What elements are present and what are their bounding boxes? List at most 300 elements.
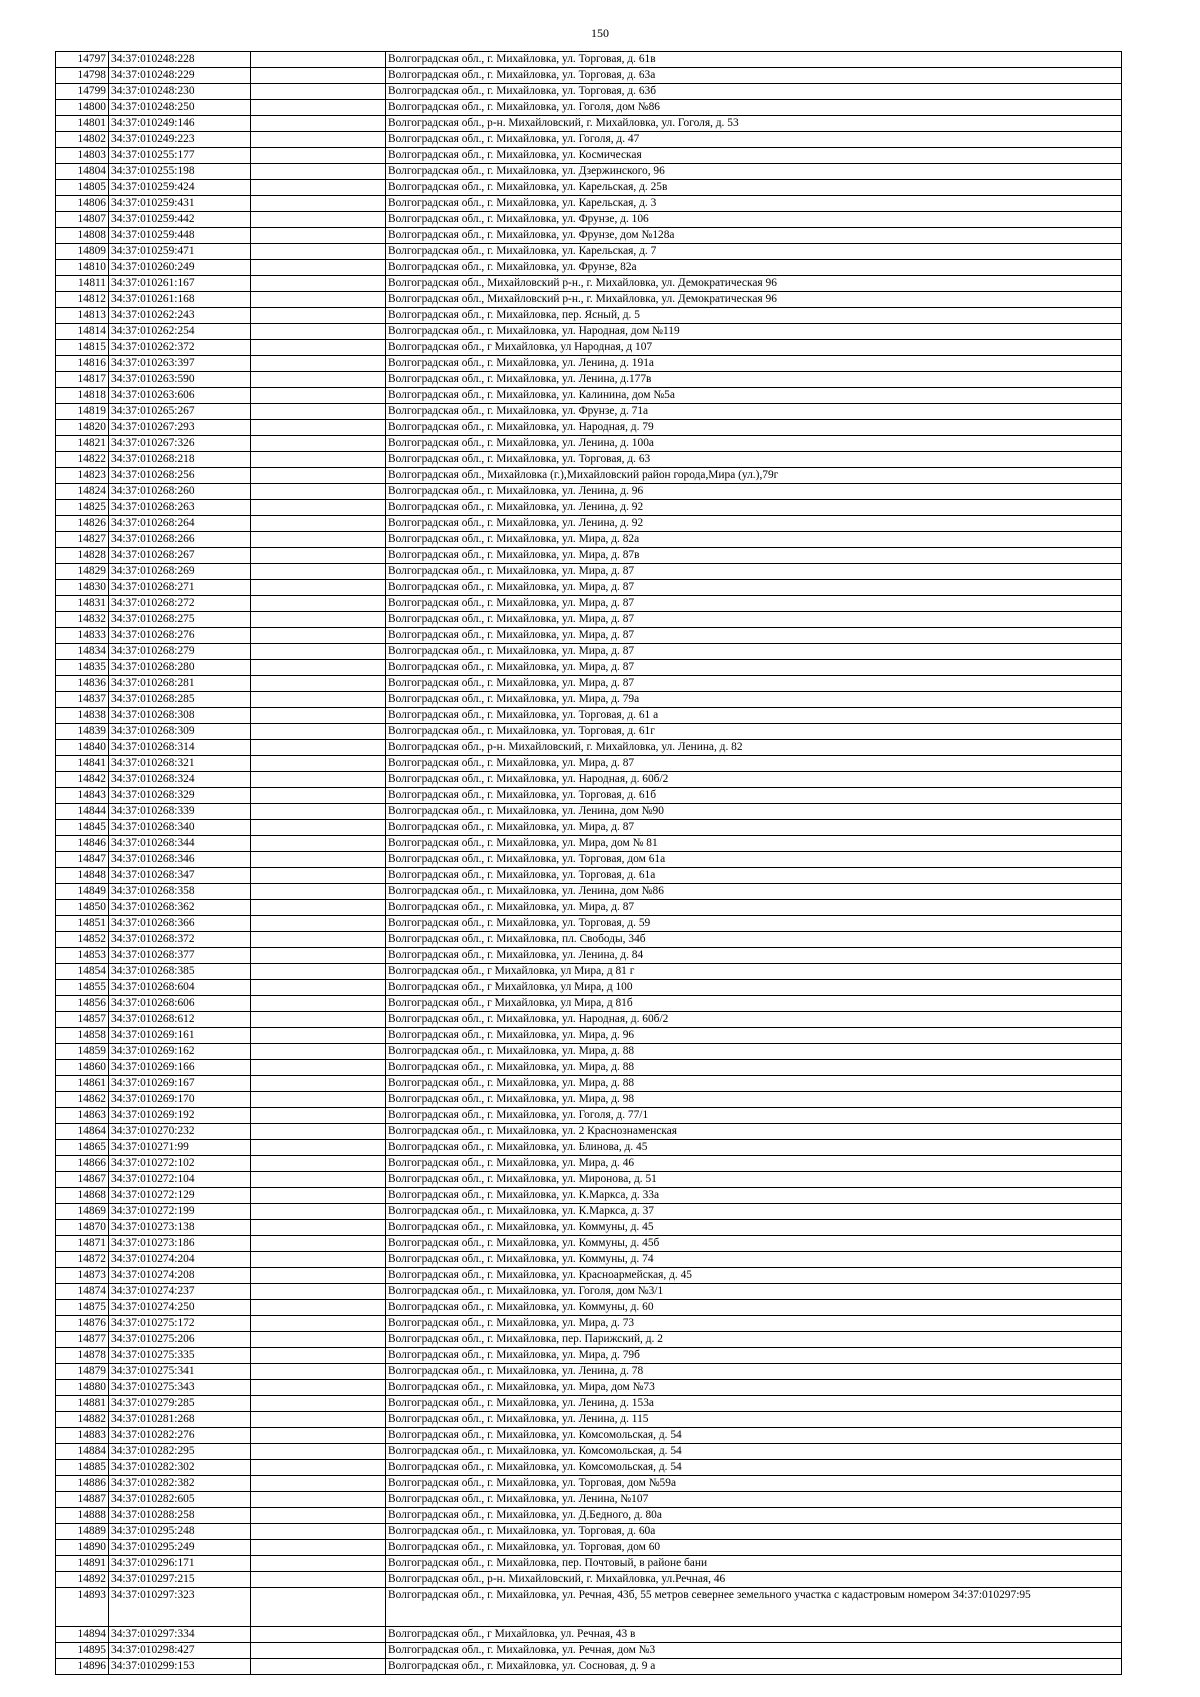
cadastral-number: 34:37:010262:254 — [109, 324, 251, 340]
cadastral-number: 34:37:010268:269 — [109, 564, 251, 580]
row-number: 14889 — [56, 1524, 109, 1540]
empty-cell — [251, 708, 386, 724]
address: Волгоградская обл., г. Михайловка, ул. Фрунзе, 82а — [386, 260, 1122, 276]
cadastral-number: 34:37:010268:604 — [109, 980, 251, 996]
address: Волгоградская обл., г. Михайловка, ул. Дзержинского, 96 — [386, 164, 1122, 180]
row-number: 14798 — [56, 68, 109, 84]
row-number: 14845 — [56, 820, 109, 836]
row-number: 14833 — [56, 628, 109, 644]
table-row — [56, 964, 1122, 980]
address: Волгоградская обл., г. Михайловка, ул. Мира, д. 87в — [386, 548, 1122, 564]
table-row — [56, 1588, 1122, 1627]
row-number: 14827 — [56, 532, 109, 548]
cadastral-number: 34:37:010297:334 — [109, 1627, 251, 1643]
row-number: 14862 — [56, 1092, 109, 1108]
empty-cell — [251, 1172, 386, 1188]
row-number: 14858 — [56, 1028, 109, 1044]
table-row — [56, 948, 1122, 964]
cadastral-number: 34:37:010268:324 — [109, 772, 251, 788]
table-row — [56, 1156, 1122, 1172]
table-row — [56, 292, 1122, 308]
row-number: 14842 — [56, 772, 109, 788]
address: Волгоградская обл., г. Михайловка, ул. Мира, д. 87 — [386, 660, 1122, 676]
table-row — [56, 884, 1122, 900]
table-row — [56, 228, 1122, 244]
table-row — [56, 100, 1122, 116]
empty-cell — [251, 1284, 386, 1300]
row-number: 14819 — [56, 404, 109, 420]
row-number: 14894 — [56, 1627, 109, 1643]
row-number: 14797 — [56, 52, 109, 68]
row-number: 14880 — [56, 1380, 109, 1396]
cadastral-number: 34:37:010248:230 — [109, 84, 251, 100]
table-row — [56, 260, 1122, 276]
empty-cell — [251, 324, 386, 340]
empty-cell — [251, 1572, 386, 1588]
address: Волгоградская обл., г. Михайловка, ул. Торговая, дом 60 — [386, 1540, 1122, 1556]
empty-cell — [251, 452, 386, 468]
address: Волгоградская обл., г. Михайловка, ул. Карельская, д. 25в — [386, 180, 1122, 196]
cadastral-number: 34:37:010268:263 — [109, 500, 251, 516]
empty-cell — [251, 100, 386, 116]
cadastral-number: 34:37:010281:268 — [109, 1412, 251, 1428]
cadastral-number: 34:37:010297:323 — [109, 1588, 251, 1627]
row-number: 14838 — [56, 708, 109, 724]
address: Волгоградская обл., г. Михайловка, ул. Карельская, д. 3 — [386, 196, 1122, 212]
address: Волгоградская обл., г. Михайловка, ул. Мира, д. 82а — [386, 532, 1122, 548]
cadastral-number: 34:37:010271:99 — [109, 1140, 251, 1156]
empty-cell — [251, 1108, 386, 1124]
cadastral-number: 34:37:010267:326 — [109, 436, 251, 452]
address: Волгоградская обл., г. Михайловка, ул. Ленина, д. 92 — [386, 516, 1122, 532]
row-number: 14852 — [56, 932, 109, 948]
address: Волгоградская обл., г. Михайловка, ул. Торговая, д. 60а — [386, 1524, 1122, 1540]
cadastral-number: 34:37:010248:250 — [109, 100, 251, 116]
table-row — [56, 836, 1122, 852]
table-row — [56, 468, 1122, 484]
empty-cell — [251, 1156, 386, 1172]
empty-cell — [251, 372, 386, 388]
cadastral-number: 34:37:010263:590 — [109, 372, 251, 388]
empty-cell — [251, 980, 386, 996]
table-row — [56, 1316, 1122, 1332]
row-number: 14807 — [56, 212, 109, 228]
cadastral-number: 34:37:010268:346 — [109, 852, 251, 868]
address: Волгоградская обл., Михайловский р-н., г. Михайловка, ул. Демократическая 96 — [386, 292, 1122, 308]
cadastral-number: 34:37:010249:223 — [109, 132, 251, 148]
table-row — [56, 52, 1122, 68]
row-number: 14857 — [56, 1012, 109, 1028]
address: Волгоградская обл., р-н. Михайловский, г. Михайловка, ул. Гоголя, д. 53 — [386, 116, 1122, 132]
address: Волгоградская обл., г. Михайловка, ул. Торговая, д. 63а — [386, 68, 1122, 84]
row-number: 14875 — [56, 1300, 109, 1316]
address: Волгоградская обл., г. Михайловка, ул. Мира, дом № 81 — [386, 836, 1122, 852]
empty-cell — [251, 116, 386, 132]
cadastral-number: 34:37:010259:471 — [109, 244, 251, 260]
table-row — [56, 212, 1122, 228]
address: Волгоградская обл., г. Михайловка, ул. К.Маркса, д. 37 — [386, 1204, 1122, 1220]
table-row — [56, 1444, 1122, 1460]
address: Волгоградская обл., г. Михайловка, ул. Мира, д. 88 — [386, 1044, 1122, 1060]
cadastral-number: 34:37:010268:271 — [109, 580, 251, 596]
row-number: 14849 — [56, 884, 109, 900]
empty-cell — [251, 388, 386, 404]
address: Волгоградская обл., г. Михайловка, ул. Торговая, д. 61г — [386, 724, 1122, 740]
row-number: 14895 — [56, 1643, 109, 1659]
empty-cell — [251, 340, 386, 356]
empty-cell — [251, 852, 386, 868]
cadastral-number: 34:37:010268:372 — [109, 932, 251, 948]
table-row — [56, 692, 1122, 708]
table-row — [56, 1140, 1122, 1156]
empty-cell — [251, 1508, 386, 1524]
empty-cell — [251, 164, 386, 180]
row-number: 14832 — [56, 612, 109, 628]
row-number: 14884 — [56, 1444, 109, 1460]
table-row — [56, 404, 1122, 420]
table-row — [56, 596, 1122, 612]
cadastral-number: 34:37:010268:281 — [109, 676, 251, 692]
table-row — [56, 932, 1122, 948]
row-number: 14837 — [56, 692, 109, 708]
cadastral-number: 34:37:010269:166 — [109, 1060, 251, 1076]
address: Волгоградская обл., г. Михайловка, ул. Мира, д. 87 — [386, 900, 1122, 916]
row-number: 14801 — [56, 116, 109, 132]
cadastral-number: 34:37:010268:362 — [109, 900, 251, 916]
address: Волгоградская обл., р-н. Михайловский, г. Михайловка, ул.Речная, 46 — [386, 1572, 1122, 1588]
empty-cell — [251, 1524, 386, 1540]
empty-cell — [251, 932, 386, 948]
table-row — [56, 388, 1122, 404]
table-row — [56, 1476, 1122, 1492]
cadastral-number: 34:37:010249:146 — [109, 116, 251, 132]
address: Волгоградская обл., г. Михайловка, ул. Ленина, д. 84 — [386, 948, 1122, 964]
address: Волгоградская обл., г. Михайловка, ул. Мира, д. 87 — [386, 612, 1122, 628]
address: Волгоградская обл., г. Михайловка, ул. Коммуны, д. 74 — [386, 1252, 1122, 1268]
cadastral-number: 34:37:010268:385 — [109, 964, 251, 980]
table-row — [56, 324, 1122, 340]
empty-cell — [251, 1444, 386, 1460]
row-number: 14886 — [56, 1476, 109, 1492]
address: Волгоградская обл., г. Михайловка, ул. Ленина, д. 115 — [386, 1412, 1122, 1428]
row-number: 14821 — [56, 436, 109, 452]
address: Волгоградская обл., г. Михайловка, ул. Мира, д. 46 — [386, 1156, 1122, 1172]
cadastral-number: 34:37:010260:249 — [109, 260, 251, 276]
cadastral-number: 34:37:010274:237 — [109, 1284, 251, 1300]
row-number: 14829 — [56, 564, 109, 580]
empty-cell — [251, 1204, 386, 1220]
address: Волгоградская обл., г Михайловка, ул. Речная, 43 в — [386, 1627, 1122, 1643]
cadastral-number: 34:37:010295:249 — [109, 1540, 251, 1556]
table-row — [56, 1364, 1122, 1380]
table-row — [56, 1428, 1122, 1444]
row-number: 14888 — [56, 1508, 109, 1524]
row-number: 14853 — [56, 948, 109, 964]
table-row — [56, 724, 1122, 740]
empty-cell — [251, 660, 386, 676]
address: Волгоградская обл., г. Михайловка, ул. Гоголя, дом №3/1 — [386, 1284, 1122, 1300]
cadastral-number: 34:37:010268:285 — [109, 692, 251, 708]
row-number: 14883 — [56, 1428, 109, 1444]
empty-cell — [251, 1396, 386, 1412]
empty-cell — [251, 1556, 386, 1572]
table-row — [56, 164, 1122, 180]
row-number: 14891 — [56, 1556, 109, 1572]
empty-cell — [251, 1044, 386, 1060]
table-row — [56, 1508, 1122, 1524]
table-row — [56, 116, 1122, 132]
cadastral-number: 34:37:010268:358 — [109, 884, 251, 900]
table-row — [56, 356, 1122, 372]
empty-cell — [251, 1380, 386, 1396]
row-number: 14828 — [56, 548, 109, 564]
cadastral-number: 34:37:010259:424 — [109, 180, 251, 196]
table-row — [56, 980, 1122, 996]
table-row — [56, 180, 1122, 196]
address: Волгоградская обл., г. Михайловка, ул. Мира, д. 87 — [386, 564, 1122, 580]
row-number: 14844 — [56, 804, 109, 820]
row-number: 14802 — [56, 132, 109, 148]
address: Волгоградская обл., г. Михайловка, ул. Мира, д. 98 — [386, 1092, 1122, 1108]
empty-cell — [251, 1332, 386, 1348]
empty-cell — [251, 596, 386, 612]
cadastral-number: 34:37:010268:344 — [109, 836, 251, 852]
table-row — [56, 132, 1122, 148]
row-number: 14868 — [56, 1188, 109, 1204]
cadastral-number: 34:37:010269:161 — [109, 1028, 251, 1044]
table-row — [56, 660, 1122, 676]
address: Волгоградская обл., г. Михайловка, ул. Мира, д. 87 — [386, 580, 1122, 596]
empty-cell — [251, 1268, 386, 1284]
empty-cell — [251, 52, 386, 68]
table-row — [56, 244, 1122, 260]
empty-cell — [251, 84, 386, 100]
table-row — [56, 612, 1122, 628]
row-number: 14864 — [56, 1124, 109, 1140]
address: Волгоградская обл., г. Михайловка, ул. Гоголя, д. 47 — [386, 132, 1122, 148]
empty-cell — [251, 212, 386, 228]
cadastral-number: 34:37:010269:162 — [109, 1044, 251, 1060]
row-number: 14814 — [56, 324, 109, 340]
cadastral-number: 34:37:010269:167 — [109, 1076, 251, 1092]
row-number: 14816 — [56, 356, 109, 372]
table-row — [56, 804, 1122, 820]
row-number: 14813 — [56, 308, 109, 324]
cadastral-number: 34:37:010248:229 — [109, 68, 251, 84]
cadastral-number: 34:37:010261:167 — [109, 276, 251, 292]
cadastral-number: 34:37:010265:267 — [109, 404, 251, 420]
row-number: 14859 — [56, 1044, 109, 1060]
cadastral-number: 34:37:010268:256 — [109, 468, 251, 484]
address: Волгоградская обл., г. Михайловка, ул. Красноармейская, д. 45 — [386, 1268, 1122, 1284]
address: Волгоградская обл., г. Михайловка, ул. Народная, д. 79 — [386, 420, 1122, 436]
empty-cell — [251, 564, 386, 580]
row-number: 14847 — [56, 852, 109, 868]
cadastral-number: 34:37:010275:206 — [109, 1332, 251, 1348]
cadastral-number: 34:37:010268:314 — [109, 740, 251, 756]
empty-cell — [251, 68, 386, 84]
empty-cell — [251, 884, 386, 900]
row-number: 14863 — [56, 1108, 109, 1124]
empty-cell — [251, 404, 386, 420]
row-number: 14808 — [56, 228, 109, 244]
table-row — [56, 1412, 1122, 1428]
cadastral-number: 34:37:010263:606 — [109, 388, 251, 404]
table-row — [56, 708, 1122, 724]
row-number: 14869 — [56, 1204, 109, 1220]
table-row — [56, 1284, 1122, 1300]
row-number: 14809 — [56, 244, 109, 260]
row-number: 14850 — [56, 900, 109, 916]
row-number: 14846 — [56, 836, 109, 852]
address: Волгоградская обл., г. Михайловка, ул. Речная, дом №3 — [386, 1643, 1122, 1659]
address: Волгоградская обл., г. Михайловка, ул. Сосновая, д. 9 а — [386, 1659, 1122, 1675]
table-row — [56, 916, 1122, 932]
address: Волгоградская обл., г. Михайловка, ул. Миронова, д. 51 — [386, 1172, 1122, 1188]
row-number: 14885 — [56, 1460, 109, 1476]
row-number: 14893 — [56, 1588, 109, 1627]
cadastral-number: 34:37:010268:329 — [109, 788, 251, 804]
table-row — [56, 1028, 1122, 1044]
table-row — [56, 644, 1122, 660]
table-row — [56, 420, 1122, 436]
address: Волгоградская обл., г. Михайловка, ул. Космическая — [386, 148, 1122, 164]
empty-cell — [251, 228, 386, 244]
empty-cell — [251, 276, 386, 292]
empty-cell — [251, 1476, 386, 1492]
row-number: 14877 — [56, 1332, 109, 1348]
table-row — [56, 1332, 1122, 1348]
address: Волгоградская обл., г. Михайловка, ул. Торговая, д. 59 — [386, 916, 1122, 932]
table-row — [56, 1540, 1122, 1556]
cadastral-number: 34:37:010282:605 — [109, 1492, 251, 1508]
cadastral-number: 34:37:010268:321 — [109, 756, 251, 772]
address: Волгоградская обл., Михайловка (г.),Михайловский район города,Мира (ул.),79г — [386, 468, 1122, 484]
cadastral-number: 34:37:010270:232 — [109, 1124, 251, 1140]
table-row — [56, 676, 1122, 692]
address: Волгоградская обл., г. Михайловка, ул. Ленина, д. 153а — [386, 1396, 1122, 1412]
address: Волгоградская обл., г. Михайловка, пер. Ясный, д. 5 — [386, 308, 1122, 324]
row-number: 14800 — [56, 100, 109, 116]
address: Волгоградская обл., г. Михайловка, ул. Торговая, д. 61 а — [386, 708, 1122, 724]
cadastral-number: 34:37:010268:347 — [109, 868, 251, 884]
cadastral-number: 34:37:010262:243 — [109, 308, 251, 324]
cadastral-number: 34:37:010298:427 — [109, 1643, 251, 1659]
row-number: 14879 — [56, 1364, 109, 1380]
row-number: 14812 — [56, 292, 109, 308]
row-number: 14873 — [56, 1268, 109, 1284]
row-number: 14867 — [56, 1172, 109, 1188]
address: Волгоградская обл., г. Михайловка, пер. Парижский, д. 2 — [386, 1332, 1122, 1348]
empty-cell — [251, 996, 386, 1012]
address: Волгоградская обл., г. Михайловка, ул. Блинова, д. 45 — [386, 1140, 1122, 1156]
row-number: 14834 — [56, 644, 109, 660]
address: Волгоградская обл., г. Михайловка, ул. Фрунзе, д. 71а — [386, 404, 1122, 420]
empty-cell — [251, 1643, 386, 1659]
empty-cell — [251, 900, 386, 916]
cadastral-number: 34:37:010282:382 — [109, 1476, 251, 1492]
registry-body — [56, 52, 1122, 1675]
row-number: 14820 — [56, 420, 109, 436]
address: Волгоградская обл., г. Михайловка, ул. Народная, д. 60б/2 — [386, 1012, 1122, 1028]
empty-cell — [251, 580, 386, 596]
table-row — [56, 1524, 1122, 1540]
table-row — [56, 1092, 1122, 1108]
table-row — [56, 628, 1122, 644]
cadastral-number: 34:37:010273:186 — [109, 1236, 251, 1252]
cadastral-number: 34:37:010259:431 — [109, 196, 251, 212]
table-row — [56, 580, 1122, 596]
row-number: 14865 — [56, 1140, 109, 1156]
cadastral-number: 34:37:010268:218 — [109, 452, 251, 468]
empty-cell — [251, 1060, 386, 1076]
address: Волгоградская обл., г. Михайловка, ул. Мира, д. 87 — [386, 628, 1122, 644]
row-number: 14871 — [56, 1236, 109, 1252]
cadastral-number: 34:37:010268:264 — [109, 516, 251, 532]
address: Волгоградская обл., г. Михайловка, ул. Торговая, д. 63б — [386, 84, 1122, 100]
cadastral-number: 34:37:010282:295 — [109, 1444, 251, 1460]
address: Волгоградская обл., г. Михайловка, ул. Торговая, дом №59а — [386, 1476, 1122, 1492]
table-row — [56, 1044, 1122, 1060]
address: Волгоградская обл., г. Михайловка, ул. Ленина, дом №86 — [386, 884, 1122, 900]
empty-cell — [251, 804, 386, 820]
cadastral-number: 34:37:010275:341 — [109, 1364, 251, 1380]
empty-cell — [251, 1012, 386, 1028]
table-row — [56, 1300, 1122, 1316]
address: Волгоградская обл., г. Михайловка, ул. Ленина, д.177в — [386, 372, 1122, 388]
address: Волгоградская обл., г. Михайловка, ул. Мира, д. 87 — [386, 676, 1122, 692]
empty-cell — [251, 1627, 386, 1643]
address: Волгоградская обл., г. Михайловка, ул. Карельская, д. 7 — [386, 244, 1122, 260]
empty-cell — [251, 468, 386, 484]
row-number: 14825 — [56, 500, 109, 516]
empty-cell — [251, 612, 386, 628]
cadastral-number: 34:37:010262:372 — [109, 340, 251, 356]
row-number: 14826 — [56, 516, 109, 532]
cadastral-number: 34:37:010279:285 — [109, 1396, 251, 1412]
row-number: 14810 — [56, 260, 109, 276]
cadastral-number: 34:37:010259:448 — [109, 228, 251, 244]
table-row — [56, 740, 1122, 756]
empty-cell — [251, 788, 386, 804]
row-number: 14824 — [56, 484, 109, 500]
empty-cell — [251, 308, 386, 324]
row-number: 14799 — [56, 84, 109, 100]
cadastral-number: 34:37:010273:138 — [109, 1220, 251, 1236]
table-row — [56, 1380, 1122, 1396]
cadastral-number: 34:37:010268:377 — [109, 948, 251, 964]
table-row — [56, 68, 1122, 84]
table-row — [56, 1124, 1122, 1140]
address: Волгоградская обл., г. Михайловка, ул. Мира, д. 87 — [386, 644, 1122, 660]
table-row — [56, 1108, 1122, 1124]
cadastral-number: 34:37:010297:215 — [109, 1572, 251, 1588]
cadastral-number: 34:37:010274:250 — [109, 1300, 251, 1316]
address: Волгоградская обл., г. Михайловка, ул. Мира, д. 87 — [386, 756, 1122, 772]
table-row — [56, 484, 1122, 500]
table-row — [56, 1188, 1122, 1204]
table-row — [56, 756, 1122, 772]
table-row — [56, 372, 1122, 388]
table-row — [56, 868, 1122, 884]
row-number: 14822 — [56, 452, 109, 468]
row-number: 14890 — [56, 1540, 109, 1556]
row-number: 14861 — [56, 1076, 109, 1092]
row-number: 14892 — [56, 1572, 109, 1588]
table-row — [56, 1460, 1122, 1476]
cadastral-number: 34:37:010263:397 — [109, 356, 251, 372]
table-row — [56, 1172, 1122, 1188]
